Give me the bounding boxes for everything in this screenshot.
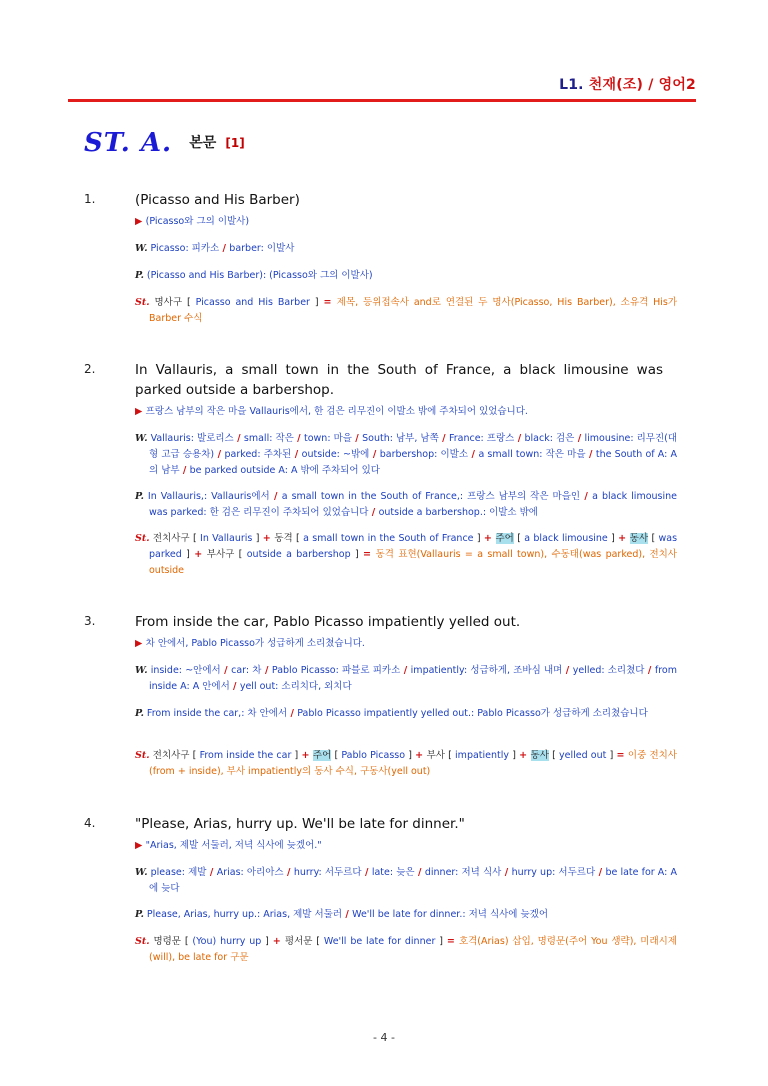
phrases-block	[135, 907, 677, 923]
text-segment: [	[312, 936, 324, 947]
text-segment: inside: ~안에서	[150, 665, 221, 676]
separator: +	[301, 750, 313, 761]
translation-line	[135, 404, 677, 420]
separator: +	[194, 549, 207, 560]
phrases-content	[147, 909, 548, 920]
words-tag: W.	[135, 243, 148, 254]
phrases-tag: P.	[135, 270, 144, 281]
separator: /	[179, 465, 190, 476]
text-segment: [	[234, 549, 247, 560]
text-segment: yell out: 소리치다, 외치다	[239, 681, 352, 692]
text-segment: a black limousine was parked: 한 검은 리무진이 주차되어 있었습니다	[149, 491, 677, 518]
words-content	[149, 665, 677, 692]
structure-block	[135, 531, 677, 579]
text-segment: town: 마을	[304, 433, 352, 444]
words-block	[135, 241, 677, 257]
text-segment: ]	[261, 936, 273, 947]
text-segment: outside a barbershop.: 이발소 밖에	[378, 507, 538, 518]
section-heading	[84, 128, 245, 158]
text-segment: [	[513, 533, 525, 544]
words-block	[135, 663, 677, 695]
header-rule	[68, 99, 696, 102]
text-segment: parked: 주차된	[224, 449, 292, 460]
text-segment: From inside the car,: 차 안에서	[146, 708, 288, 719]
text-segment: from inside A: A 안에서	[149, 665, 677, 692]
separator: /	[233, 433, 244, 444]
words-tag: W.	[135, 867, 148, 878]
section-label: ST. A.	[84, 128, 173, 158]
translation-text: 프랑스 남부의 작은 마을 Vallauris에서, 한 검은 리무진이 이발소 밖에 주차되어 있었습니다.	[145, 406, 528, 417]
separator: /	[361, 867, 372, 878]
separator: +	[483, 533, 496, 544]
text-segment: (You) hurry up	[192, 936, 262, 947]
structure-content	[149, 750, 677, 777]
structure-tag: St.	[135, 936, 150, 947]
text-segment: 명사구	[154, 297, 183, 308]
separator: =	[323, 297, 337, 308]
item-number: 2.	[84, 362, 96, 376]
separator: +	[262, 533, 275, 544]
text-segment: outside a barbershop	[246, 549, 351, 560]
text-segment: ]	[509, 750, 520, 761]
section-number: [1]	[225, 136, 245, 150]
words-block	[135, 431, 677, 479]
separator: /	[351, 433, 363, 444]
text-segment: ]	[291, 750, 302, 761]
separator: /	[214, 449, 225, 460]
structure-content	[149, 936, 677, 963]
text-segment: a small town in the South of France	[303, 533, 474, 544]
text-segment: 부사구	[206, 549, 235, 560]
separator: /	[291, 449, 302, 460]
translation-text: (Picasso와 그의 이발사)	[145, 216, 250, 227]
words-content	[149, 433, 677, 476]
structure-block	[135, 934, 677, 966]
translation-line	[135, 636, 677, 652]
text-segment: dinner: 저녁 식사	[424, 867, 502, 878]
text-segment: Pablo Picasso: 파블로 피카소	[271, 665, 401, 676]
separator: /	[514, 433, 525, 444]
text-segment: [	[648, 533, 659, 544]
words-content	[149, 867, 677, 894]
section-title: 본문	[189, 135, 217, 151]
text-segment: (Picasso and His Barber): (Picasso와 그의 이발사)	[146, 270, 373, 281]
text-segment: 전치사구	[152, 533, 190, 544]
phrases-block	[135, 489, 677, 521]
text-segment: ]	[181, 549, 195, 560]
structure-tag: St.	[135, 297, 150, 308]
triangle-bullet-icon: ▶	[135, 406, 146, 417]
text-segment: yelled out	[559, 750, 607, 761]
publisher-label: 천재(조)	[588, 77, 644, 93]
text-segment: ]	[252, 533, 263, 544]
text-segment: Pablo Picasso	[341, 750, 406, 761]
text-segment: hurry up: 서두르다	[511, 867, 596, 878]
highlighted-term: 주어	[495, 533, 514, 544]
text-segment: From inside the car	[199, 750, 292, 761]
separator: /	[293, 433, 304, 444]
text-segment: limousine: 리무진(대형 고급 승용차)	[149, 433, 678, 460]
phrases-content	[148, 491, 677, 518]
structure-content	[149, 533, 677, 576]
text-segment: black: 검은	[524, 433, 575, 444]
text-segment: ]	[350, 549, 364, 560]
separator: +	[415, 750, 427, 761]
separator: =	[616, 750, 628, 761]
translation-line	[135, 838, 677, 854]
text-segment: late: 늦은	[371, 867, 415, 878]
text-segment: barbershop: 이발소	[379, 449, 469, 460]
text-segment: car: 차	[231, 665, 262, 676]
structure-block	[135, 295, 677, 327]
text-segment: barber: 이발사	[229, 243, 295, 254]
text-segment: 이중 전치사(from + inside), 부사 impatiently의 동사 수식, 구동사(yell out)	[149, 750, 677, 777]
text-segment: [	[189, 750, 200, 761]
text-segment: impatiently: 성급하게, 조바심 내며	[410, 665, 563, 676]
english-sentence: In Vallauris, a small town in the South of France, a black limousine was parked outside a barbershop.	[135, 362, 663, 398]
text-segment: ]	[309, 297, 324, 308]
text-segment: 동격	[274, 533, 293, 544]
separator: =	[446, 936, 459, 947]
text-segment: 평서문	[284, 936, 313, 947]
lesson-label: L1.	[559, 77, 584, 93]
separator: /	[369, 449, 380, 460]
structure-block	[135, 748, 677, 780]
text-segment: [	[292, 533, 304, 544]
subject-label: 영어2	[658, 77, 696, 93]
text-segment: 제목, 등위접속사 and로 연결된 두 명사(Picasso, His Barber), 소유격 His가 Barber 수식	[149, 297, 678, 324]
text-segment: 호격(Arias) 삽입, 명령문(주어 You 생략), 미래시제(will), be late for 구문	[149, 936, 677, 963]
text-segment: be late for A: A에 늦다	[149, 867, 677, 894]
phrases-block	[135, 268, 677, 284]
english-sentence: From inside the car, Pablo Picasso impatiently yelled out.	[135, 614, 521, 630]
item-number: 4.	[84, 816, 96, 830]
item-number: 1.	[84, 192, 96, 206]
separator: /	[220, 665, 232, 676]
text-segment: South: 남부, 남쪽	[362, 433, 439, 444]
text-segment: We'll be late for dinner.: 저녁 식사에 늦겠어	[352, 909, 549, 920]
phrases-content	[147, 708, 648, 719]
phrases-tag: P.	[135, 909, 144, 920]
separator: +	[519, 750, 531, 761]
translation-text: 차 안에서, Pablo Picasso가 성급하게 소리쳤습니다.	[145, 638, 365, 649]
triangle-bullet-icon: ▶	[135, 840, 146, 851]
separator: /	[438, 433, 449, 444]
english-sentence: "Please, Arias, hurry up. We'll be late for dinner."	[135, 816, 465, 832]
text-segment: ]	[606, 750, 617, 761]
triangle-bullet-icon: ▶	[135, 216, 146, 227]
words-block	[135, 865, 677, 897]
separator: /	[595, 867, 606, 878]
separator: /	[414, 867, 425, 878]
separator: +	[272, 936, 285, 947]
text-segment: impatiently	[455, 750, 510, 761]
separator: /	[562, 665, 573, 676]
highlighted-term: 동사	[530, 750, 549, 761]
text-segment: [	[189, 533, 201, 544]
separator: /	[580, 491, 593, 502]
separator: /	[283, 867, 294, 878]
text-segment: ]	[405, 750, 416, 761]
page-number: - 4 -	[373, 1031, 395, 1044]
text-segment: France: 프랑스	[448, 433, 515, 444]
text-segment: In Vallauris	[200, 533, 253, 544]
english-sentence: (Picasso and His Barber)	[135, 192, 300, 208]
phrases-content	[147, 270, 373, 281]
text-segment: [	[444, 750, 456, 761]
separator: =	[363, 549, 376, 560]
page-header	[559, 74, 696, 94]
text-segment: hurry: 서두르다	[293, 867, 362, 878]
structure-tag: St.	[135, 750, 150, 761]
separator: /	[261, 665, 272, 676]
text-segment: ]	[473, 533, 484, 544]
separator: /	[206, 867, 217, 878]
separator: /	[574, 433, 585, 444]
separator: /	[287, 708, 298, 719]
structure-content	[149, 297, 677, 324]
text-segment: ]	[607, 533, 619, 544]
highlighted-term: 동사	[629, 533, 649, 544]
highlighted-term: 주어	[312, 750, 332, 761]
text-segment: the South of A: A의 남부	[149, 449, 677, 476]
separator: +	[618, 533, 630, 544]
text-segment: be parked outside A: A 밖에 주차되어 있다	[189, 465, 380, 476]
text-segment: ]	[435, 936, 447, 947]
text-segment: Picasso and His Barber	[195, 297, 310, 308]
text-segment: [	[180, 936, 193, 947]
text-segment: 전치사구	[152, 750, 190, 761]
structure-tag: St.	[135, 533, 150, 544]
translation-text: "Arias, 제발 서둘러, 저녁 식사에 늦겠어."	[145, 840, 322, 851]
separator: /	[368, 507, 379, 518]
text-segment: In Vallauris,: Vallauris에서	[147, 491, 270, 502]
phrases-tag: P.	[135, 491, 144, 502]
separator: /	[400, 665, 411, 676]
separator: /	[229, 681, 240, 692]
text-segment: 부사	[426, 750, 445, 761]
separator: /	[585, 449, 596, 460]
text-segment: Vallauris: 발로리스	[150, 433, 234, 444]
phrases-block	[135, 706, 677, 722]
text-segment: Please, Arias, hurry up.: Arias, 제발 서둘러	[146, 909, 343, 920]
separator: /	[468, 449, 479, 460]
separator: /	[644, 665, 655, 676]
triangle-bullet-icon: ▶	[135, 638, 146, 649]
text-segment: outside: ~밖에	[301, 449, 370, 460]
words-tag: W.	[135, 665, 148, 676]
text-segment: was parked	[149, 533, 678, 560]
header-separator: /	[648, 77, 654, 93]
translation-line	[135, 214, 677, 230]
separator: /	[269, 491, 282, 502]
phrases-tag: P.	[135, 708, 144, 719]
text-segment: a black limousine	[524, 533, 608, 544]
text-segment: Pablo Picasso impatiently yelled out.: Pablo Picasso가 성급하게 소리쳤습니다	[297, 708, 648, 719]
text-segment: a small town in the South of France,: 프랑스 남부의 작은 마을인	[281, 491, 581, 502]
text-segment: 동격 표현(Vallauris = a small town), 수동태(was parked), 전치사 outside	[149, 549, 677, 576]
text-segment: Picasso: 피카소	[150, 243, 220, 254]
words-tag: W.	[135, 433, 148, 444]
text-segment: yelled: 소리쳤다	[572, 665, 645, 676]
separator: /	[219, 243, 230, 254]
text-segment: small: 작은	[243, 433, 294, 444]
text-segment: [	[182, 297, 196, 308]
words-content	[151, 243, 295, 254]
separator: /	[342, 909, 353, 920]
text-segment: a small town: 작은 마을	[478, 449, 586, 460]
text-segment: [	[548, 750, 559, 761]
text-segment: Arias: 아리아스	[216, 867, 284, 878]
text-segment: please: 제발	[150, 867, 207, 878]
text-segment: 명령문	[153, 936, 181, 947]
text-segment: [	[331, 750, 342, 761]
item-number: 3.	[84, 614, 96, 628]
separator: /	[501, 867, 512, 878]
text-segment: We'll be late for dinner	[323, 936, 436, 947]
